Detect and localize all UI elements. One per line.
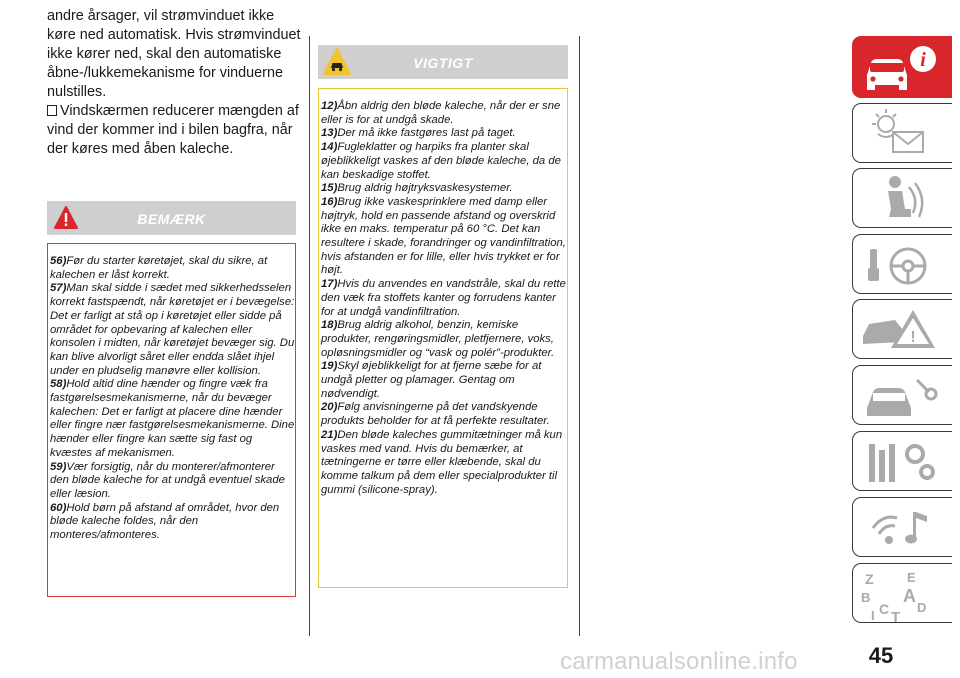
item-number: 58) [50, 378, 67, 391]
important-item [321, 429, 567, 498]
important-item [321, 196, 567, 278]
column-divider [579, 36, 580, 636]
car-breakdown-icon [853, 300, 953, 360]
important-header [318, 45, 568, 79]
item-number: 18) [321, 319, 338, 332]
item-text: Hold børn på afstand af området, hvor den bløde kaleche foldes, når den monteres/afmonteres. [50, 501, 280, 542]
tab-multimedia[interactable] [852, 497, 952, 557]
watermark: carmanualsonline.info [560, 648, 798, 675]
item-text: Den bløde kaleches gummitætninger må kun vaskes med vand. Hvis du bemærker, at tætningerne er tørre eller klæbende, skal du komme talkum på dem eller specialprodukter til gummi (silicone-spray). [321, 428, 563, 496]
item-number: 57) [50, 282, 67, 295]
warning-item [50, 378, 295, 460]
item-number: 17) [321, 278, 338, 291]
index-letter: B [861, 590, 871, 605]
important-item [321, 100, 567, 127]
important-item [321, 360, 567, 401]
item-text: Brug aldrig højtryksvaskesystemer. [337, 182, 513, 195]
item-text: Brug aldrig alkohol, benzin, kemiske produkter, rengøringsmidler, pletfjernere, voks, opløsningsmidler og “vask og polér”-produkter. [321, 319, 555, 359]
car-info-icon [853, 37, 953, 99]
dashboard-lights-icon [853, 104, 953, 164]
svg-text:!: ! [910, 329, 916, 346]
item-number: 21) [321, 428, 338, 441]
multimedia-icon [853, 498, 953, 558]
important-item [321, 319, 567, 360]
tab-safety[interactable] [852, 168, 952, 228]
warning-list [50, 255, 295, 543]
item-number: 59) [50, 460, 67, 473]
index-letter: Z [865, 571, 874, 587]
index-letter: I [871, 608, 875, 623]
page-number: 45 [868, 643, 894, 668]
item-number: 16) [321, 195, 338, 208]
important-item [321, 182, 567, 196]
tab-emergency[interactable] [852, 299, 952, 359]
important-item [321, 278, 567, 319]
item-number: 60) [50, 501, 67, 514]
item-number: 14) [321, 141, 338, 154]
bullet-box-icon [47, 105, 57, 116]
intro-paragraph-2 [47, 102, 302, 159]
index-letter: D [917, 600, 927, 615]
item-number: 56) [50, 255, 67, 267]
column-divider [309, 36, 310, 636]
important-item [321, 127, 567, 141]
tab-maintenance[interactable] [852, 365, 952, 425]
intro-text [47, 7, 302, 159]
technical-data-icon [853, 432, 953, 492]
important-item [321, 401, 567, 428]
index-letter: A [903, 586, 916, 606]
item-number: 19) [321, 360, 338, 373]
index-letter: E [907, 570, 916, 585]
index-letter: C [879, 601, 890, 617]
key-steering-wheel-icon [853, 235, 953, 295]
important-list [321, 100, 567, 497]
warning-title: BEMÆRK [137, 211, 206, 227]
index-letter: T [891, 609, 901, 624]
item-text: Vær forsigtig, når du monterer/afmonterer den bløde kaleche for at undgå eventuel skade eller læsion. [50, 460, 285, 500]
item-text: Der må ikke fastgøres last på taget. [337, 127, 516, 140]
intro-paragraph-1: andre årsager, vil strømvinduet ikke køre ned automatisk. Hvis strømvinduet ikke kører ned, skal den automatiske åbne-/lukkemekanisme for vinduerne nulstilles. [47, 8, 301, 100]
important-title: VIGTIGT [413, 55, 473, 71]
tab-dashboard[interactable] [852, 103, 952, 163]
item-text: Hvis du anvendes en vandstråle, skal du rette den væk fra stoffets kanter og forrudens kanter for at undgå vandinfiltration. [321, 278, 566, 318]
svg-text:i: i [920, 49, 926, 71]
tab-starting-driving[interactable] [852, 234, 952, 294]
tab-car-knowledge[interactable] [852, 36, 952, 98]
important-item [321, 141, 567, 182]
warning-item [50, 502, 295, 543]
seat-safety-icon [853, 169, 953, 229]
item-text: Følg anvisningerne på det vandskyende produkts beholder for at få perfekte resultater. [321, 401, 550, 428]
car-maintenance-icon [853, 366, 953, 426]
item-text: Hold altid dine hænder og fingre væk fra fastgørelsesmekanismerne, når du bevæger kalechen: Det er farligt at placere dine hænder eller fingre nær fastgørelsesmekanismerne. Dine hænder eller fingre kan sætte sig fast og kvæstes af mekanismen. [50, 378, 295, 459]
item-number: 12) [321, 100, 338, 112]
warning-item [50, 461, 295, 502]
warning-item [50, 255, 295, 282]
item-text: Fugleklatter og harpiks fra planter skal øjeblikkeligt vaskes af den bløde kaleche, da de kan beskadige stoffet. [321, 141, 561, 181]
item-text: Før du starter køretøjet, skal du sikre, at kalechen er låst korrekt. [50, 255, 268, 281]
warning-header [47, 201, 296, 235]
item-text: Man skal sidde i sædet med sikkerhedsselen korrekt fastspændt, når køretøjet er i bevægelse: Det er farligt at stå op i køretøjet eller sidde på området for opbevaring af kalechen eller konsolen i midten, når køretøjet bevæger sig. Du kan blive alvorligt såret eller endda slået ihjel under en pludselig manøvre eller kollision. [50, 282, 295, 377]
intro-paragraph-2-text: Vindskærmen reducerer mængden af vind der kommer ind i bilen bagfra, når der køres med åben kaleche. [47, 103, 299, 157]
item-text: Skyl øjeblikkeligt for at fjerne sæbe for at undgå pletter og plamager. Gentag om nødvendigt. [321, 360, 542, 400]
item-number: 20) [321, 401, 338, 414]
warning-item [50, 282, 295, 378]
item-number: 13) [321, 127, 338, 140]
item-number: 15) [321, 182, 338, 195]
item-text: Brug ikke vaskesprinklere med damp eller højtryk, hold en passende afstand og overskrid ikke en maks. temperatur på 60 °C. Det kan resultere i skade, forandringer og vandinfiltration, hvis afstanden er for lille, eller hvis trykket er for højt. [321, 195, 566, 277]
tab-technical-data[interactable] [852, 431, 952, 491]
alphabetical-index-icon [853, 564, 953, 624]
tab-index[interactable] [852, 563, 952, 623]
item-text: Åbn aldrig den bløde kaleche, når der er sne eller is for at undgå skade. [321, 100, 561, 126]
